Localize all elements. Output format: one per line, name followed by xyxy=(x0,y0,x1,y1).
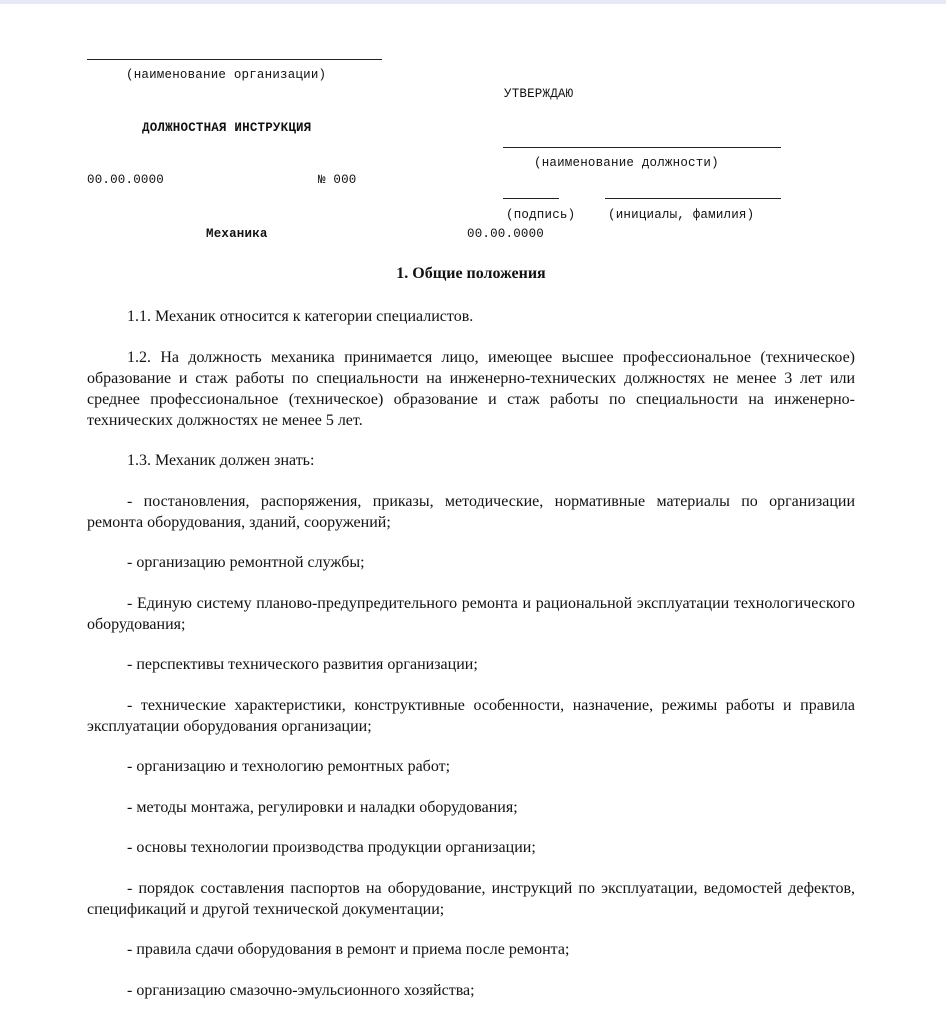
paragraph: - организацию ремонтной службы; xyxy=(127,554,365,571)
paragraph: 1.1. Механик относится к категории специалистов. xyxy=(127,308,474,325)
approval-date: 00.00.0000 xyxy=(467,227,545,241)
signature-caption: (подпись) xyxy=(506,208,576,222)
approver-position-caption: (наименование должности) xyxy=(534,156,719,170)
paragraph: 1.2. На должность механика принимается лицо, имеющее высшее профессиональное (техническое) образование и стаж работы по специальности на инженерно-технических должностях не менее 3 лет или среднее профессиональное (техническое) образование и стаж работы по специальности на инженерно-технических должностях не менее 5 лет. xyxy=(87,348,855,429)
organization-name-line xyxy=(87,59,382,60)
paragraph: - порядок составления паспортов на оборудование, инструкций по эксплуатации, ведомостей дефектов, спецификаций и другой технической документации; xyxy=(87,879,855,918)
section-heading: 1. Общие положения xyxy=(396,265,546,282)
organization-caption: (наименование организации) xyxy=(126,68,327,82)
name-line xyxy=(605,198,781,199)
approve-label: УТВЕРЖДАЮ xyxy=(504,87,574,101)
paragraph: - организацию смазочно-эмульсионного хозяйства; xyxy=(127,981,475,999)
approver-position-line xyxy=(503,147,781,148)
paragraph: - правила сдачи оборудования в ремонт и приема после ремонта; xyxy=(127,941,570,958)
paragraph-list xyxy=(87,306,855,1001)
paragraph: - Единую систему планово-предупредительного ремонта и рациональной эксплуатации технологического оборудования; xyxy=(87,594,855,633)
position-title: Механика xyxy=(206,227,268,241)
document-number: № 000 xyxy=(318,173,357,187)
document-date: 00.00.0000 xyxy=(87,173,165,187)
paragraph: - методы монтажа, регулировки и наладки оборудования; xyxy=(127,798,518,816)
name-caption: (инициалы, фамилия) xyxy=(608,208,755,222)
signature-line xyxy=(503,198,559,199)
paragraph: - перспективы технического развития организации; xyxy=(127,656,478,673)
document-body xyxy=(87,262,855,1020)
window-top-bar xyxy=(0,0,946,4)
document-title: ДОЛЖНОСТНАЯ ИНСТРУКЦИЯ xyxy=(142,121,312,135)
paragraph: 1.3. Механик должен знать: xyxy=(127,452,315,469)
paragraph: - постановления, распоряжения, приказы, методические, нормативные материалы по организации ремонта оборудования, зданий, сооружений; xyxy=(87,492,855,531)
paragraph: - технические характеристики, конструктивные особенности, назначение, режимы работы и правила эксплуатации оборудования организации; xyxy=(87,696,855,735)
paragraph: - основы технологии производства продукции организации; xyxy=(127,839,536,856)
paragraph: - организацию и технологию ремонтных работ; xyxy=(127,758,451,775)
